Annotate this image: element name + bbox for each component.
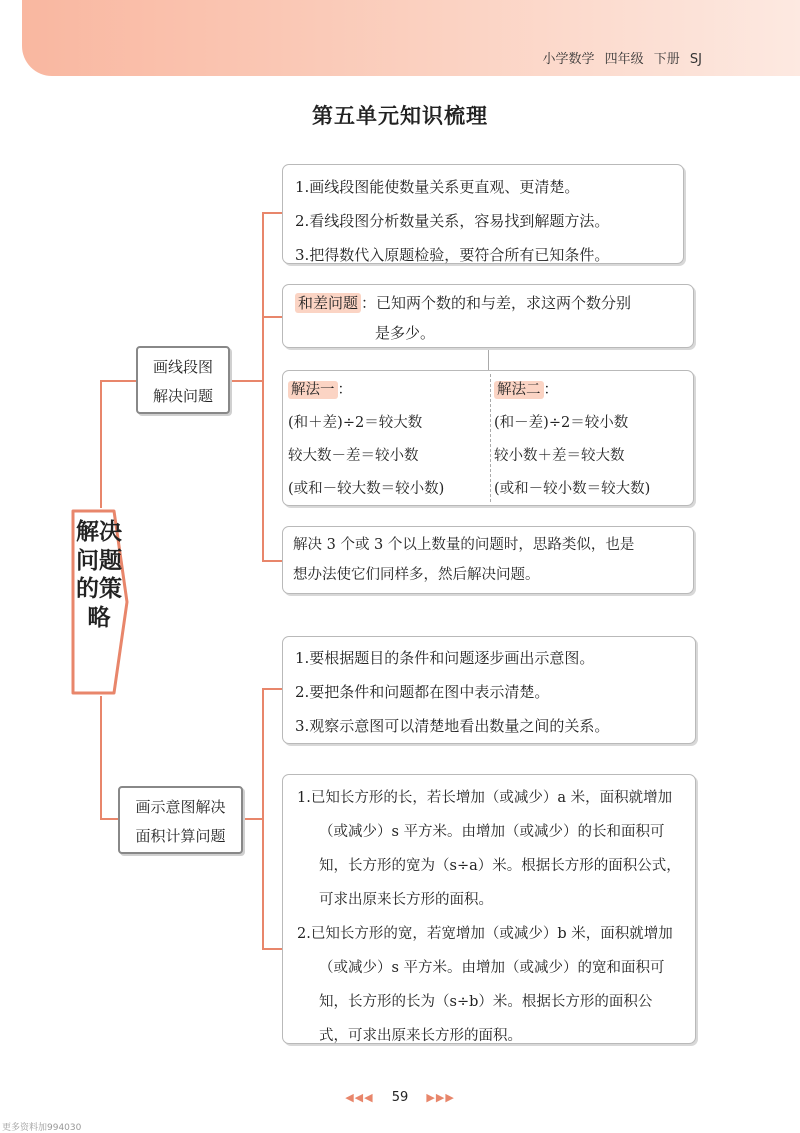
root-node [70, 508, 130, 696]
point-2: 2.看线段图分析数量关系，容易找到解题方法。 [295, 212, 610, 230]
previous-arrows-icon: ◀◀◀ [345, 1091, 374, 1104]
next-arrows-icon: ▶▶▶ [426, 1091, 455, 1104]
page-footer [0, 1090, 800, 1105]
method-2: 解法二 ： (和－差)÷2＝较小数 较小数＋差＝较大数 (或和－较小数＝较大数) [494, 382, 651, 497]
sum-difference-box: 和差问题 ：已知两个数的和与差，求这两个数分别 是多少。 [282, 284, 694, 348]
area-problem-details-box [282, 774, 696, 1044]
watermark: 更多资料加994030 [2, 1123, 82, 1133]
method-2-tag: 解法二 [494, 381, 544, 399]
line-diagram-points-box [282, 164, 684, 264]
page-title: 第五单元知识梳理 [312, 104, 488, 128]
root-label: 解决问题的策略 [76, 519, 122, 631]
point-3: 3.把得数代入原题检验，要符合所有已知条件。 [295, 246, 610, 264]
sketch-point-3: 3.观察示意图可以清楚地看出数量之间的关系。 [295, 717, 610, 735]
sum-difference-tag: 和差问题 [295, 293, 361, 313]
sketch-point-1: 1.要根据题目的条件和问题逐步画出示意图。 [295, 649, 595, 667]
sketch-diagram-points-box [282, 636, 696, 744]
branch-node-sketch-diagram: 画示意图解决 面积计算问题 [118, 786, 243, 854]
area-detail-1: 1.已知长方形的长，若长增加（或减少）a 米，面积就增加（或减少）s 平方米。由增加（或减少）的长和面积可知，长方形的宽为（s÷a）米。根据长方形的面积公式，可求出原来长方形的面积。 [297, 790, 681, 908]
multiple-quantities-note-box: 解决 3 个或 3 个以上数量的问题时，思路类似，也是 想办法使它们同样多，然后解决问题。 [282, 526, 694, 594]
area-detail-2: 2.已知长方形的宽，若宽增加（或减少）b 米，面积就增加（或减少）s 平方米。由增加（或减少）的宽和面积可知，长方形的长为（s÷b）米。根据长方形的面积公式，可求出原来长方形的面积。 [297, 926, 673, 1044]
sketch-point-2: 2.要把条件和问题都在图中表示清楚。 [295, 683, 550, 701]
methods-divider [490, 374, 491, 502]
method-1: 解法一 ： (和＋差)÷2＝较大数 较大数－差＝较小数 (或和－较大数＝较小数) [288, 382, 445, 497]
header-book-info: 小学数学 四年级 下册 SJ [542, 52, 702, 67]
page-number: 59 [391, 1090, 409, 1105]
method-1-tag: 解法一 [288, 381, 338, 399]
branch-node-line-diagram: 画线段图 解决问题 [136, 346, 230, 414]
point-1: 1.画线段图能使数量关系更直观、更清楚。 [295, 178, 580, 196]
